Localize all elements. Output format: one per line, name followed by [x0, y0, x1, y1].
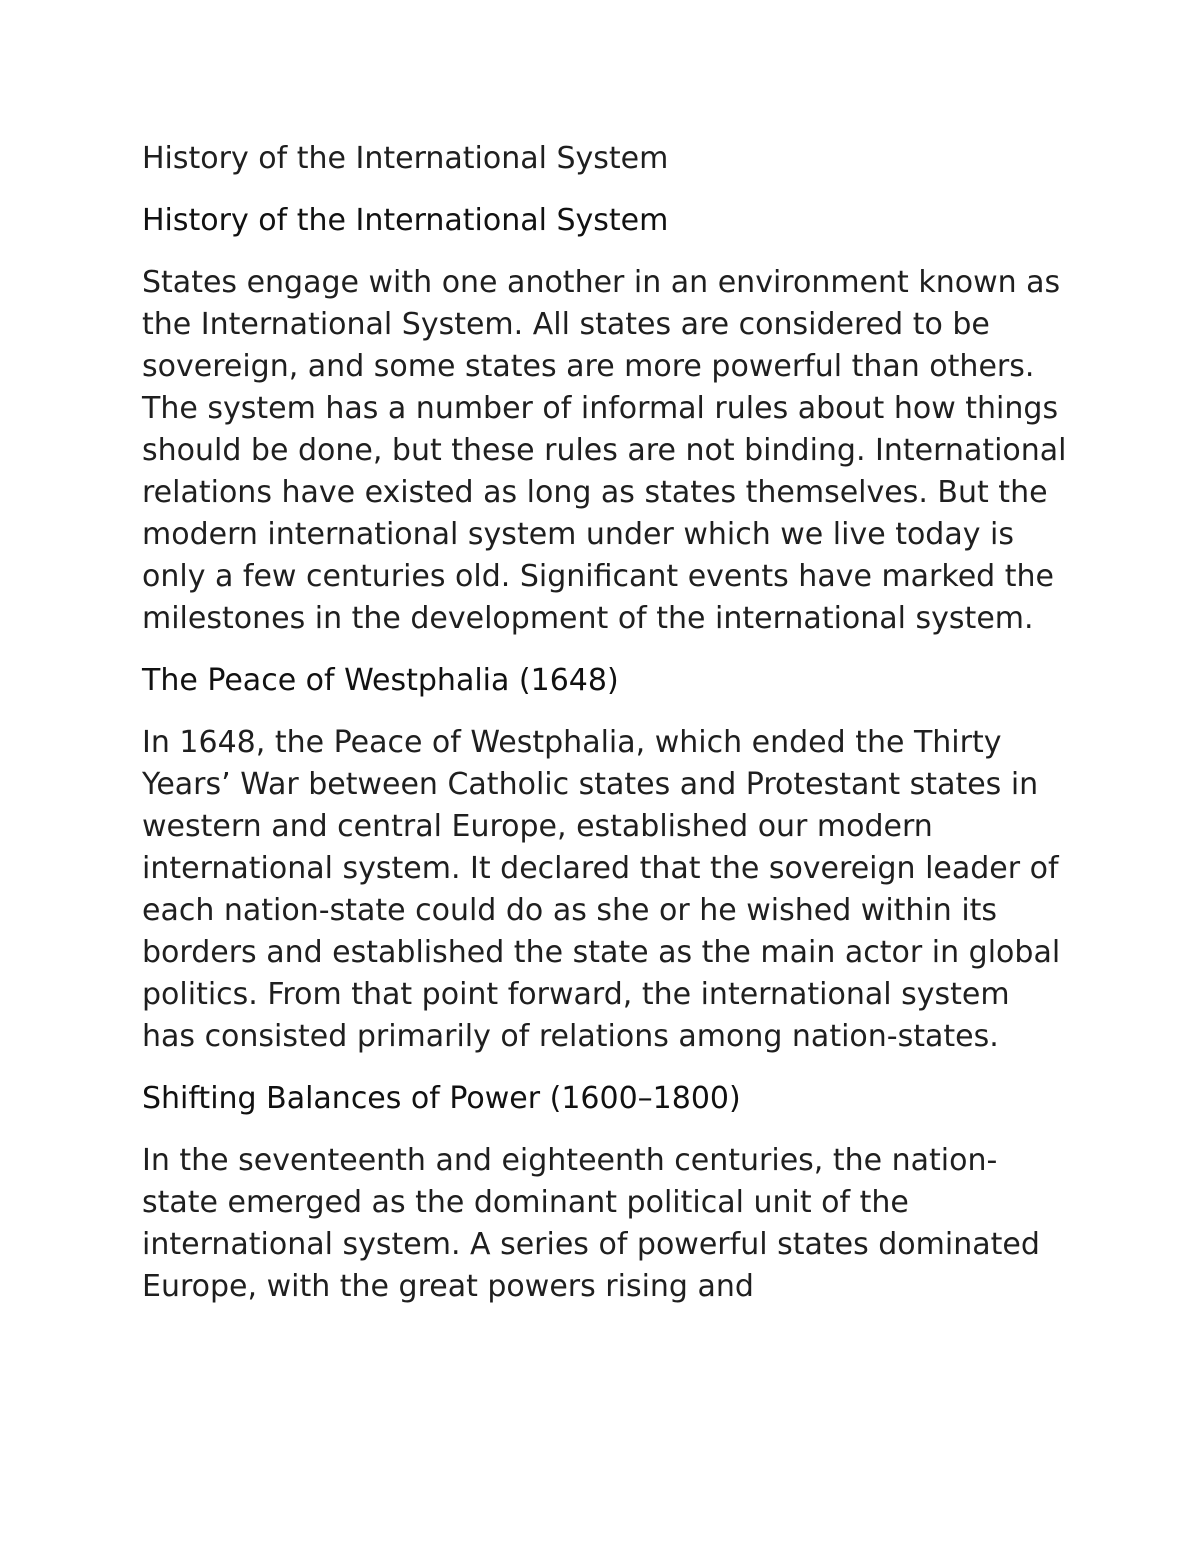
section-heading-balance-of-power: Shifting Balances of Power (1600–1800) — [142, 1081, 741, 1116]
section-heading-westphalia: The Peace of Westphalia (1648) — [142, 663, 619, 698]
document-heading: History of the International System — [142, 203, 669, 238]
document-content — [142, 138, 1072, 1328]
section-paragraph-westphalia: In 1648, the Peace of Westphalia, which ended the Thirty Years’ War between Catholic states and Protestant states in western and central Europe, established our modern international system. It declared that the sovereign leader of each nation-state could do as she or he wished within its borders and established the state as the main actor in global politics. From that point forward, the international system has consisted primarily of relations among nation-states. — [142, 725, 1061, 1054]
document-title: History of the International System — [142, 141, 669, 176]
intro-paragraph: States engage with one another in an environment known as the International System. All states are considered to be sovereign, and some states are more powerful than others. The system has a number of informal rules about how things should be done, but these rules are not binding. International relations have existed as long as states themselves. But the modern international system under which we live today is only a few centuries old. Significant events have marked the milestones in the development of the international system. — [142, 265, 1067, 636]
section-paragraph-balance-of-power: In the seventeenth and eighteenth centuries, the nation-state emerged as the dominant political unit of the international system. A series of powerful states dominated Europe, with the great powers rising and — [142, 1143, 1040, 1304]
